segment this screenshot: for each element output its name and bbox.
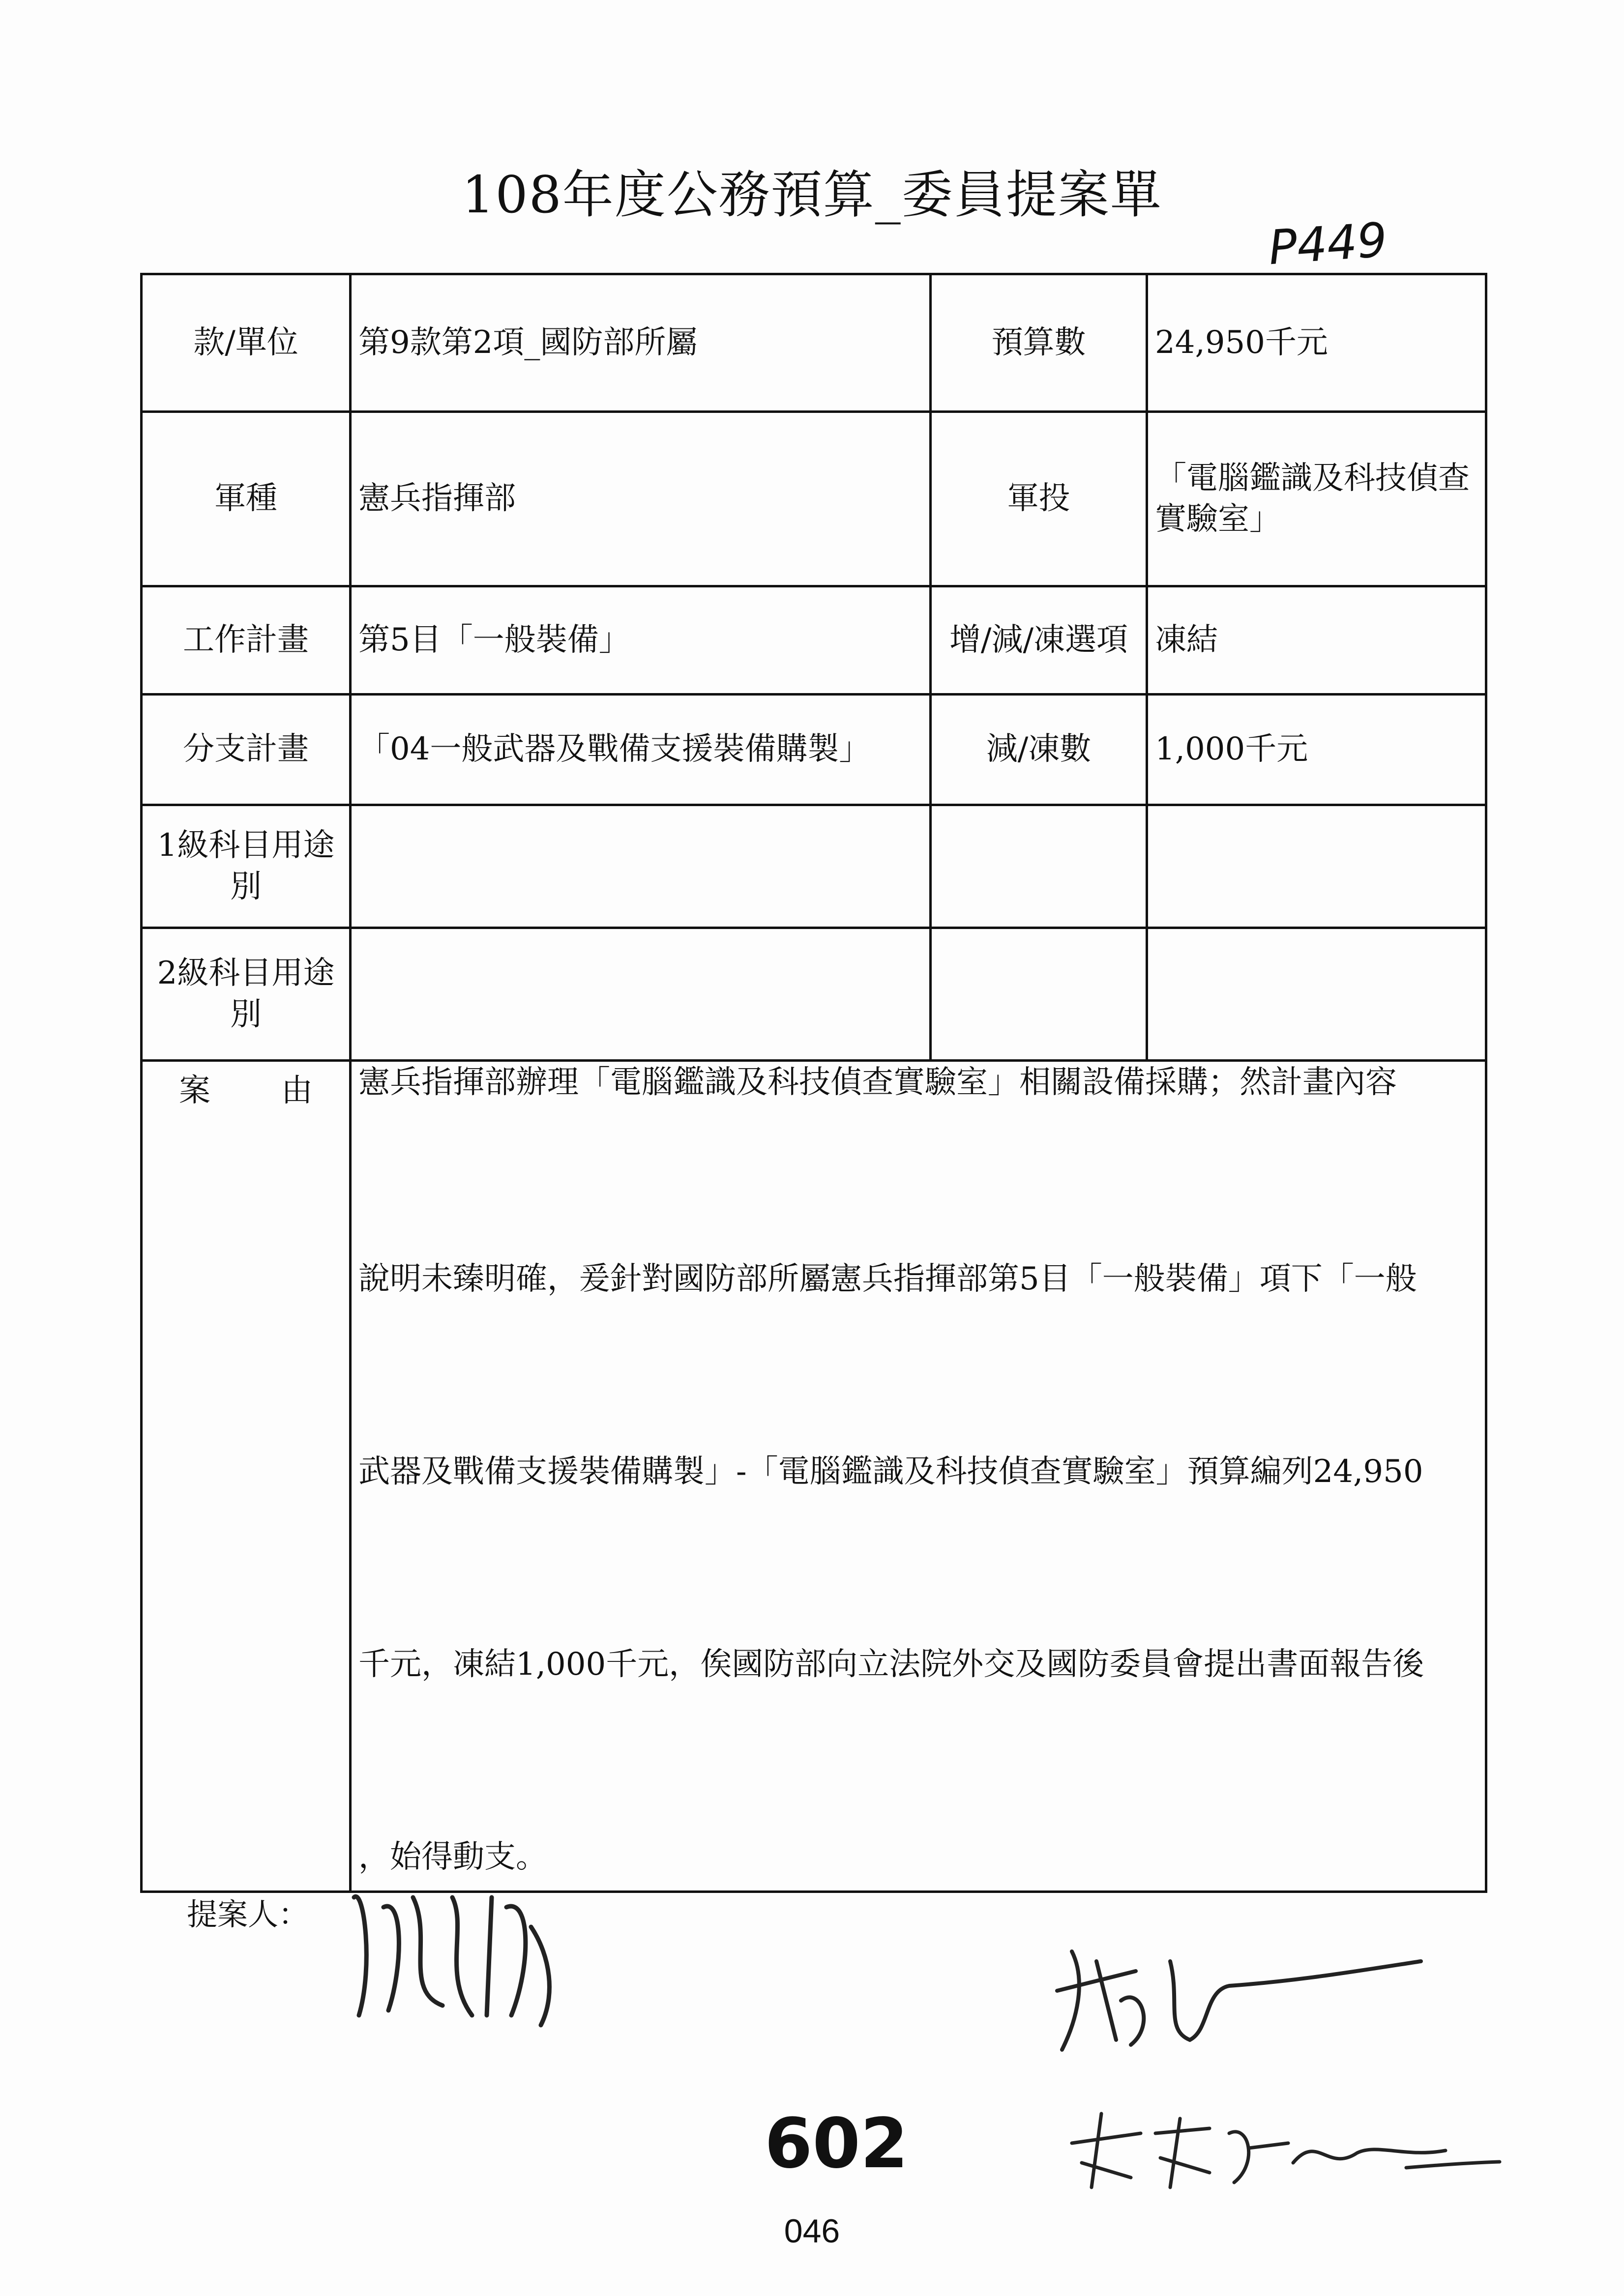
reason-body [351, 1061, 1486, 1892]
table-row [142, 412, 1486, 586]
budget-amount-label: 預算數 [931, 274, 1147, 412]
work-plan-label: 工作計畫 [142, 586, 351, 695]
sub-plan-label: 分支計畫 [142, 695, 351, 805]
handwritten-number: 602 [765, 2104, 909, 2184]
action-option-label: 增/減/凍選項 [931, 586, 1147, 695]
level1-extra-value [1147, 805, 1486, 928]
level1-category-value [351, 805, 931, 928]
unit-label: 款/單位 [142, 274, 351, 412]
proposal-table [140, 273, 1487, 1893]
unit-value: 第9款第2項_國防部所屬 [351, 274, 931, 412]
reason-label [142, 1061, 351, 1892]
sub-plan-value: 「04一般武器及戰備支援裝備購製」 [351, 695, 931, 805]
service-branch-label: 軍種 [142, 412, 351, 586]
level2-category-value [351, 928, 931, 1061]
reduce-freeze-amount-value: 1,000千元 [1147, 695, 1486, 805]
reason-label-text [149, 1071, 342, 1111]
table-row [142, 274, 1486, 412]
level2-category-label: 2級科目用途別 [142, 928, 351, 1061]
table-row [142, 805, 1486, 928]
level2-extra-value [1147, 928, 1486, 1061]
reason-line: ，始得動支。 [358, 1839, 547, 1875]
proposer-label: 提案人： [187, 1896, 309, 1932]
reason-line: 武器及戰備支援裝備購製」-「電腦鑑識及科技偵查實驗室」預算編列24,950 [358, 1453, 1423, 1490]
military-investment-label: 軍投 [931, 412, 1147, 586]
reason-line: 憲兵指揮部辦理「電腦鑑識及科技偵查實驗室」相關設備採購；然計畫內容 [358, 1064, 1397, 1101]
reduce-freeze-amount-label: 減/凍數 [931, 695, 1147, 805]
table-row [142, 695, 1486, 805]
handwritten-page-ref: P449 [1267, 212, 1389, 276]
signature-3 [1062, 2104, 1505, 2202]
level2-extra-label [931, 928, 1147, 1061]
work-plan-value: 第5目「一般裝備」 [351, 586, 931, 695]
document-title: 108年度公務預算_委員提案單 [462, 165, 1162, 225]
reason-line: 說明未臻明確，爰針對國防部所屬憲兵指揮部第5目「一般裝備」項下「一般 [358, 1261, 1417, 1297]
signature-2 [1042, 1932, 1426, 2060]
table-row [142, 928, 1486, 1061]
reason-line: 千元，凍結1,000千元，俟國防部向立法院外交及國防委員會提出書面報告後 [358, 1646, 1424, 1683]
action-option-value: 凍結 [1147, 586, 1486, 695]
reason-label-char: 由 [281, 1073, 313, 1109]
budget-amount-value: 24,950千元 [1147, 274, 1486, 412]
table-row [142, 1061, 1486, 1892]
level1-category-label: 1級科目用途別 [142, 805, 351, 928]
page-number: 046 [784, 2212, 840, 2250]
military-investment-value: 「電腦鑑識及科技偵查實驗室」 [1147, 412, 1486, 586]
level1-extra-label [931, 805, 1147, 928]
table-row [142, 586, 1486, 695]
reason-label-char: 案 [179, 1073, 210, 1109]
signature-1 [344, 1868, 570, 2030]
service-branch-value: 憲兵指揮部 [351, 412, 931, 586]
